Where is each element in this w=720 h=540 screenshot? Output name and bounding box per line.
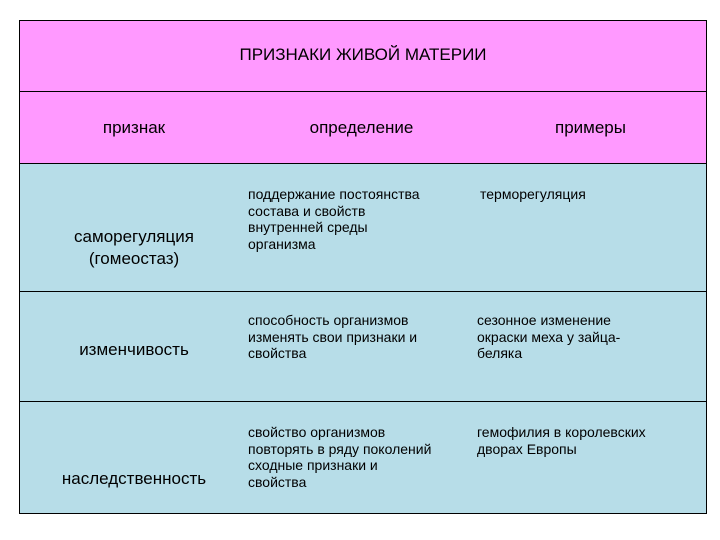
header-examples: примеры (555, 118, 626, 137)
definition-cell (248, 292, 475, 401)
examples-text: сезонное изменение окраски меха у зайца- беляка (477, 312, 621, 361)
header-cell-definition (248, 92, 475, 163)
examples-text: терморегуляция (480, 186, 586, 202)
feature-cell (20, 402, 248, 513)
feature-text: саморегуляция (гомеостаз) (74, 227, 194, 268)
traits-table (19, 20, 707, 514)
header-cell-examples (475, 92, 706, 163)
feature-cell (20, 292, 248, 401)
examples-cell (475, 164, 706, 291)
feature-text: изменчивость (79, 340, 189, 359)
examples-text: гемофилия в королевских дворах Европы (477, 424, 646, 457)
definition-text: способность организмов изменять свои признаки и свойства (248, 312, 418, 361)
header-definition: определение (309, 118, 414, 137)
table-title: ПРИЗНАКИ ЖИВОЙ МАТЕРИИ (239, 45, 487, 64)
definition-text: поддержание постоянства состава и свойств внутренней среды организма (248, 186, 420, 252)
table-title-row (20, 21, 706, 91)
table-row (20, 401, 706, 513)
table-row (20, 163, 706, 291)
table-header-row (20, 91, 706, 163)
definition-text: свойство организмов повторять в ряду поколений сходные признаки и свойства (248, 424, 432, 490)
definition-cell (248, 402, 475, 513)
table-row (20, 291, 706, 401)
examples-cell (475, 292, 706, 401)
feature-text: наследственность (61, 469, 207, 488)
feature-cell (20, 164, 248, 291)
examples-cell (475, 402, 706, 513)
definition-cell (248, 164, 475, 291)
header-cell-feature (20, 92, 248, 163)
header-feature: признак (102, 118, 166, 137)
